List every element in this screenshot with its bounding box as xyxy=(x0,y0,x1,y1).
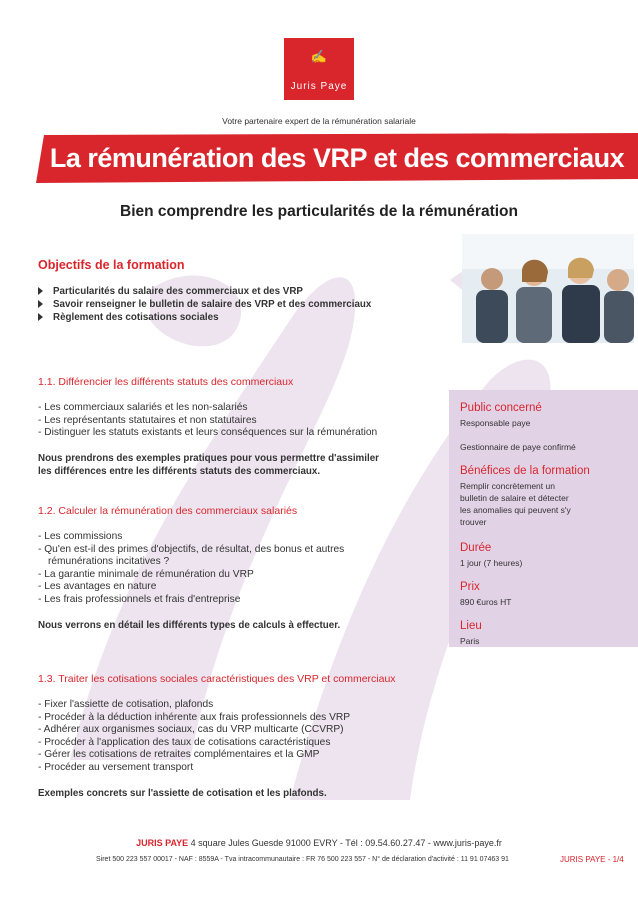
price-heading: Prix xyxy=(460,581,480,593)
public-heading: Public concerné xyxy=(460,402,542,414)
price-value: 890 €uros HT xyxy=(460,597,512,607)
section-line: - Procéder au versement transport xyxy=(38,761,194,773)
section-line: rémunérations incitatives ? xyxy=(48,556,170,568)
objective-text: Particularités du salaire des commerciaux et des VRP xyxy=(53,286,303,297)
footer-address: 4 square Jules Guesde 91000 EVRY - Tél : 09.54.60.27.47 - www.juris-paye.fr xyxy=(190,838,502,848)
section-line: - Les commerciaux salariés et les non-salariés xyxy=(38,402,248,413)
bullet-arrow-icon xyxy=(38,313,43,321)
tagline: Votre partenaire expert de la rémunération salariale xyxy=(222,116,416,126)
benefits-heading: Bénéfices de la formation xyxy=(460,465,590,477)
duration-value: 1 jour (7 heures) xyxy=(460,558,523,568)
objective-text: Règlement des cotisations sociales xyxy=(53,312,219,323)
section-line: - Procéder à la déduction inhérente aux frais professionnels des VRP xyxy=(38,711,351,723)
benefits-line: trouver xyxy=(460,517,487,527)
section-note: Exemples concrets sur l'assiette de cotisation et les plafonds. xyxy=(38,787,327,799)
section-line: - La garantie minimale de rémunération du VRP xyxy=(38,568,254,580)
place-value: Paris xyxy=(460,636,480,646)
place-heading: Lieu xyxy=(460,620,482,632)
section-line: - Procéder à l'application des taux de cotisations caractéristiques xyxy=(38,736,331,748)
page-subtitle: Bien comprendre les particularités de la rémunération xyxy=(120,203,518,220)
price-block xyxy=(460,580,512,608)
footer-address-line xyxy=(0,838,638,848)
objective-item xyxy=(38,298,371,311)
bullet-arrow-icon xyxy=(38,300,43,308)
section-1-2 xyxy=(38,504,443,632)
duration-block xyxy=(460,541,522,569)
objective-text: Savoir renseigner le bulletin de salaire des VRP et des commerciaux xyxy=(53,299,372,310)
business-meeting-photo xyxy=(462,234,634,343)
section-note: Nous verrons en détail les différents types de calculs à effectuer. xyxy=(38,619,341,631)
footer-brand: JURIS PAYE xyxy=(136,838,189,848)
section-line: - Qu'en est-il des primes d'objectifs, de résultat, des bonus et autres xyxy=(38,543,345,555)
title-banner xyxy=(36,133,638,183)
section-title: 1.1. Différencier les différents statuts des commerciaux xyxy=(38,376,294,388)
section-line: - Fixer l'assiette de cotisation, plafonds xyxy=(38,699,214,710)
objective-item xyxy=(38,285,371,298)
section-line: - Distinguer les statuts existants et leurs conséquences sur la rémunération xyxy=(38,427,378,439)
logo-brand: Juris Paye xyxy=(290,81,348,92)
benefits-line: les anomalies qui peuvent s'y xyxy=(460,505,571,515)
section-line: - Les avantages en nature xyxy=(38,581,157,593)
logo-mark-icon: ✍ xyxy=(310,50,328,65)
section-line: - Les frais professionnels et frais d'entreprise xyxy=(38,593,241,605)
section-note: Nous prendrons des exemples pratiques pour vous permettre d'assimiler xyxy=(38,452,379,464)
objective-item xyxy=(38,311,371,324)
footer-legal: Siret 500 223 557 00017 - NAF : 8559A - Tva intracommunautaire : FR 76 500 223 557 - N° de déclaration d'activité : 11 91 07463 91 xyxy=(96,856,509,863)
benefits-line: bulletin de salaire et détecter xyxy=(460,493,569,503)
place-block xyxy=(460,619,482,647)
section-note: les différences entre les différents statuts des commerciaux. xyxy=(38,465,321,477)
section-line: - Les commissions xyxy=(38,531,123,542)
section-1-1 xyxy=(38,375,443,478)
page-title: La rémunération des VRP et des commerciaux xyxy=(49,143,625,173)
section-line: - Les représentants statutaires et non statutaires xyxy=(38,414,257,426)
section-line: - Gérer les cotisations de retraites complémentaires et la GMP xyxy=(38,749,320,761)
public-line: Gestionnaire de paye confirmé xyxy=(460,442,576,452)
public-line: Responsable paye xyxy=(460,418,531,428)
benefits-line: Remplir concrètement un xyxy=(460,481,555,491)
page-number: JURIS PAYE - 1/4 xyxy=(560,855,624,864)
section-title: 1.2. Calculer la rémunération des commerciaux salariés xyxy=(38,505,298,517)
duration-heading: Durée xyxy=(460,542,492,554)
benefits-block xyxy=(460,464,590,528)
bullet-arrow-icon xyxy=(38,287,43,295)
public-block xyxy=(460,401,576,453)
section-line: - Adhérer aux organismes sociaux, cas du VRP multicarte (CCVRP) xyxy=(38,724,344,736)
objectives-heading: Objectifs de la formation xyxy=(38,258,185,272)
juris-paye-logo xyxy=(284,38,354,100)
section-1-3 xyxy=(38,672,443,800)
section-title: 1.3. Traiter les cotisations sociales caractéristiques des VRP et commerciaux xyxy=(38,673,396,685)
objectives-list xyxy=(38,285,371,324)
